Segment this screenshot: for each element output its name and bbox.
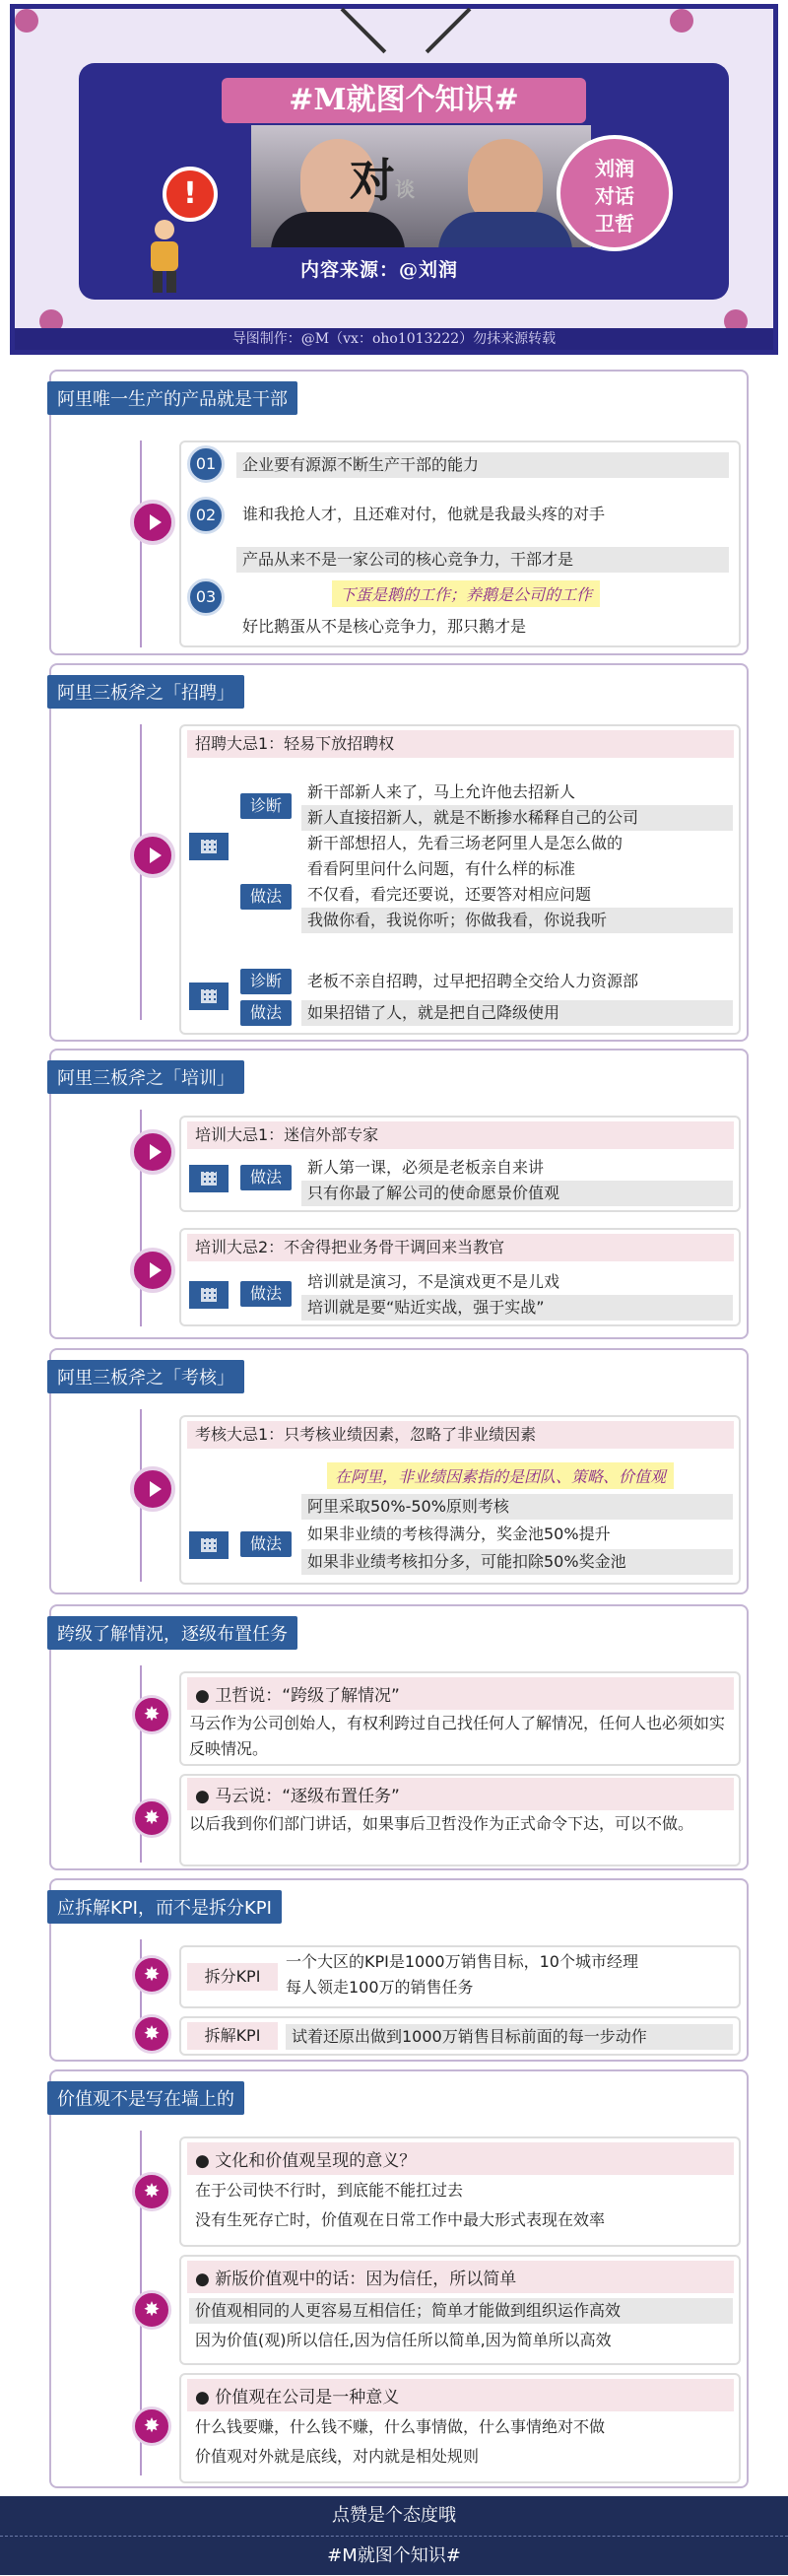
diagnosis-text: 老板不亲自招聘，过早把招聘全交给人力资源部 <box>307 972 639 990</box>
highlight-quote: 在阿里，非业绩因素指的是团队、策略、价值观 <box>327 1462 674 1489</box>
page-title: #M就图个知识# <box>222 78 586 123</box>
quote-heading: ● 卫哲说：“跨级了解情况” <box>187 1677 734 1710</box>
section-values <box>49 2069 749 2488</box>
play-icon <box>130 833 175 878</box>
number-badge: 02 <box>187 497 225 534</box>
number-badge: 01 <box>187 445 225 483</box>
footer <box>0 2496 788 2575</box>
method-text: 新人第一课，必须是老板亲自来讲 <box>307 1158 545 1177</box>
method-text: 培训就是要“贴近实战，强于实战” <box>301 1295 733 1321</box>
tag-kpi-decompose: 拆解KPI <box>187 2022 278 2050</box>
grid-icon <box>189 1531 229 1559</box>
tag-method: 做法 <box>240 1000 292 1026</box>
point-text: 产品从来不是一家公司的核心竞争力，干部才是 <box>236 547 729 573</box>
taboo-heading: 考核大忌1：只考核业绩因素，忽略了非业绩因素 <box>187 1421 734 1449</box>
method-text: 如果非业绩考核扣分多，可能扣除50%奖金池 <box>301 1549 733 1575</box>
credit-bar: 导图制作：@M（vx：oho1013222）勿抹来源转载 <box>15 328 773 350</box>
kpi-text: 每人领走100万的销售任务 <box>286 1978 474 1997</box>
section-title: 阿里唯一生产的产品就是干部 <box>47 381 297 415</box>
values-heading: ● 新版价值观中的话：因为信任，所以简单 <box>187 2261 734 2293</box>
sun-icon: ✸ <box>132 2014 171 2054</box>
section-title: 应拆解KPI，而不是拆分KPI <box>47 1890 282 1924</box>
method-text: 如果招错了人，就是把自己降级使用 <box>301 1000 733 1026</box>
hanging-string <box>341 8 387 54</box>
section-assessment <box>49 1348 749 1594</box>
sun-icon: ✸ <box>132 2407 171 2446</box>
section-title: 阿里三板斧之「考核」 <box>47 1360 244 1393</box>
tag-diagnosis: 诊断 <box>240 969 292 994</box>
tag-diagnosis: 诊断 <box>240 793 292 819</box>
section-training <box>49 1049 749 1339</box>
tag-method: 做法 <box>240 884 292 910</box>
hanging-string <box>426 8 472 54</box>
grid-icon <box>189 833 229 860</box>
section-recruitment <box>49 663 749 1042</box>
decor-dot <box>15 9 38 33</box>
highlight-quote: 下蛋是鹅的工作；养鹅是公司的工作 <box>332 580 600 607</box>
play-icon <box>130 1129 175 1175</box>
values-text: 价值观相同的人更容易互相信任；简单才能做到组织运作高效 <box>189 2298 733 2324</box>
grid-icon <box>189 1165 229 1192</box>
versus-mark: 对谈 <box>350 154 415 207</box>
quote-text: 马云作为公司创始人，有权利跨过自己找任何人了解情况，任何人也必须如实反映情况。 <box>189 1714 726 1758</box>
connector-line <box>140 441 142 647</box>
section-title: 阿里三板斧之「培训」 <box>47 1060 244 1094</box>
section-cadre-production <box>49 370 749 655</box>
values-heading: ● 价值观在公司是一种意义 <box>187 2379 734 2411</box>
tag-method: 做法 <box>240 1531 292 1557</box>
sun-icon: ✸ <box>132 2290 171 2330</box>
number-badge: 03 <box>187 578 225 616</box>
diagnosis-text: 新干部新人来了，马上允许他去招新人 <box>307 782 576 801</box>
point-text: 谁和我抢人才，且还难对付，他就是我最头疼的对手 <box>242 505 606 523</box>
method-text: 我做你看，我说你听；你做我看，你说我听 <box>301 908 733 933</box>
footer-like-text: 点赞是个态度哦 <box>332 2505 456 2526</box>
tag-kpi-split: 拆分KPI <box>187 1963 278 1991</box>
play-icon <box>130 1466 175 1512</box>
section-title: 阿里三板斧之「招聘」 <box>47 675 244 709</box>
play-icon <box>130 1248 175 1293</box>
values-heading: ● 文化和价值观呈现的意义？ <box>187 2142 734 2175</box>
header-banner <box>10 4 778 355</box>
section-kpi <box>49 1878 749 2062</box>
taboo-heading: 招聘大忌1：轻易下放招聘权 <box>187 730 734 758</box>
quote-text: 以后我到你们部门讲话，如果事后卫哲没作为正式命令下达，可以不做。 <box>189 1814 694 1833</box>
point-text: 企业要有源源不断生产干部的能力 <box>236 452 729 478</box>
exclamation-icon: ! <box>163 167 218 222</box>
method-text: 培训就是演习，不是演戏更不是儿戏 <box>307 1272 560 1291</box>
method-text: 阿里采取50%-50%原则考核 <box>301 1494 733 1520</box>
values-text: 在于公司快不行时，到底能不能扛过去 <box>195 2181 464 2200</box>
sun-icon: ✸ <box>132 2172 171 2211</box>
method-text: 新干部想招人，先看三场老阿里人是怎么做的 <box>307 834 624 852</box>
section-title: 跨级了解情况，逐级布置任务 <box>47 1616 297 1650</box>
footer-hashtag: #M就图个知识# <box>0 2536 788 2575</box>
section-cross-level <box>49 1604 749 1870</box>
method-text: 看看阿里问什么问题，有什么样的标准 <box>307 859 576 878</box>
figure-illustration <box>135 216 194 295</box>
taboo-heading: 培训大忌2：不舍得把业务骨干调回来当教官 <box>187 1234 734 1261</box>
diagnosis-text: 新人直接招新人，就是不断掺水稀释自己的公司 <box>301 805 733 831</box>
values-text: 因为价值(观)所以信任,因为信任所以简单,因为简单所以高效 <box>195 2331 612 2349</box>
method-text: 如果非业绩的考核得满分，奖金池50%提升 <box>307 1525 611 1543</box>
values-text: 没有生死存亡时，价值观在日常工作中最大形式表现在效率 <box>195 2210 606 2229</box>
method-text: 只有你最了解公司的使命愿景价值观 <box>301 1181 733 1206</box>
section-title: 价值观不是写在墙上的 <box>47 2081 244 2115</box>
dialogue-badge: 刘润 对话 卫哲 <box>557 135 673 251</box>
sun-icon: ✸ <box>132 1955 171 1995</box>
values-text: 价值观对外就是底线，对内就是相处规则 <box>195 2447 480 2466</box>
sun-icon: ✸ <box>132 1798 171 1838</box>
taboo-heading: 培训大忌1：迷信外部专家 <box>187 1121 734 1149</box>
method-text: 不仅看，看完还要说，还要答对相应问题 <box>307 885 592 904</box>
grid-icon <box>189 1281 229 1309</box>
tag-method: 做法 <box>240 1281 292 1307</box>
play-icon <box>130 500 175 545</box>
kpi-text: 一个大区的KPI是1000万销售目标，10个城市经理 <box>286 1952 638 1971</box>
quote-heading: ● 马云说：“逐级布置任务” <box>187 1778 734 1810</box>
grid-icon <box>189 983 229 1010</box>
content-source: 内容来源：@刘润 <box>300 259 459 281</box>
point-text: 好比鹅蛋从不是核心竞争力，那只鹅才是 <box>242 617 527 636</box>
kpi-text: 试着还原出做到1000万销售目标前面的每一步动作 <box>286 2024 733 2050</box>
values-text: 什么钱要赚，什么钱不赚，什么事情做，什么事情绝对不做 <box>195 2417 606 2436</box>
tag-method: 做法 <box>240 1165 292 1190</box>
sun-icon: ✸ <box>132 1695 171 1734</box>
decor-dot <box>670 9 693 33</box>
